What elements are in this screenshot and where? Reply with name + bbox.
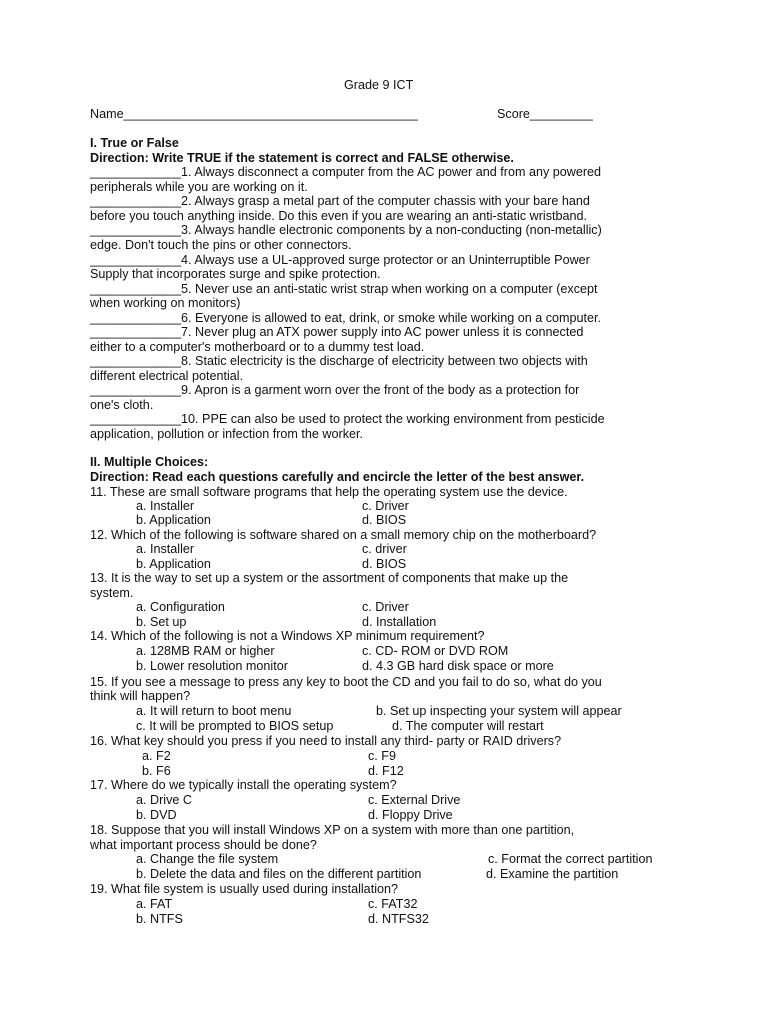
question: 15. If you see a message to press any key to boot the CD and you fail to do so, what do you (90, 675, 602, 689)
question: 19. What file system is usually used during installation? (90, 882, 398, 896)
question: 13. It is the way to set up a system or the assortment of components that make up the (90, 571, 569, 585)
question: system. (90, 586, 134, 600)
question: 17. Where do we typically install the operating system? (90, 778, 397, 792)
choice: c. Driver (362, 499, 409, 513)
question: 18. Suppose that you will install Windows XP on a system with more than one partition, (90, 823, 575, 837)
choice: a. Installer (136, 542, 195, 556)
choice: c. CD- ROM or DVD ROM (362, 644, 509, 658)
choice: c. External Drive (368, 793, 461, 807)
tf-line: _____________8. Static electricity is the discharge of electricity between two objects with (90, 354, 588, 368)
choice: d. F12 (368, 764, 404, 778)
choice: c. FAT32 (368, 897, 418, 911)
tf-line: _____________2. Always grasp a metal part of the computer chassis with your bare hand (90, 194, 590, 208)
choice: a. 128MB RAM or higher (136, 644, 275, 658)
tf-line: _____________4. Always use a UL-approved surge protector or an Uninterruptible Power (90, 253, 590, 267)
choice: a. Configuration (136, 600, 225, 614)
choice: c. F9 (368, 749, 396, 763)
tf-line: _____________5. Never use an anti-static wrist strap when working on a computer (except (90, 282, 598, 296)
tf-line: before you touch anything inside. Do this even if you are wearing an anti-static wristband. (90, 209, 588, 223)
tf-line: different electrical potential. (90, 369, 244, 383)
tf-line: Supply that incorporates surge and spike protection. (90, 267, 381, 281)
choice: d. Examine the partition (486, 867, 619, 881)
tf-line: _____________7. Never plug an ATX power supply into AC power unless it is connected (90, 325, 584, 339)
question: 11. These are small software programs that help the operating system use the device. (90, 485, 568, 499)
choice: b. Application (136, 557, 211, 571)
choice: c. driver (362, 542, 407, 556)
choice: a. FAT (136, 897, 173, 911)
choice: d. NTFS32 (368, 912, 429, 926)
question: what important process should be done? (90, 838, 317, 852)
choice: d. 4.3 GB hard disk space or more (362, 659, 554, 673)
choice: b. Delete the data and files on the different partition (136, 867, 422, 881)
choice: b. F6 (142, 764, 171, 778)
choice: b. Set up inspecting your system will appear (376, 704, 622, 718)
score-field: Score_________ (497, 107, 593, 121)
choice: c. It will be prompted to BIOS setup (136, 719, 334, 733)
choice: a. F2 (142, 749, 171, 763)
tf-line: _____________6. Everyone is allowed to eat, drink, or smoke while working on a computer. (90, 311, 602, 325)
tf-line: when working on monitors) (90, 296, 241, 310)
question: 16. What key should you press if you need to install any third- party or RAID drivers? (90, 734, 562, 748)
tf-line: application, pollution or infection from the worker. (90, 427, 364, 441)
name-field: Name__________________________________________ (90, 107, 418, 121)
tf-line: either to a computer's motherboard or to a dummy test load. (90, 340, 425, 354)
tf-line: _____________10. PPE can also be used to protect the working environment from pesticide (90, 412, 605, 426)
part1-heading: I. True or False (90, 136, 179, 150)
tf-line: _____________1. Always disconnect a computer from the AC power and from any powered (90, 165, 602, 179)
choice: c. Format the correct partition (488, 852, 653, 866)
choice: c. Driver (362, 600, 409, 614)
question: think will happen? (90, 689, 191, 703)
choice: d. BIOS (362, 513, 407, 527)
choice: a. Drive C (136, 793, 192, 807)
part1-direction: Direction: Write TRUE if the statement is correct and FALSE otherwise. (90, 151, 514, 165)
page-title: Grade 9 ICT (344, 78, 414, 92)
tf-line: one's cloth. (90, 398, 154, 412)
tf-line: peripherals while you are working on it. (90, 180, 308, 194)
choice: b. Application (136, 513, 211, 527)
choice: a. Change the file system (136, 852, 279, 866)
choice: b. Lower resolution monitor (136, 659, 288, 673)
tf-line: _____________9. Apron is a garment worn over the front of the body as a protection for (90, 383, 580, 397)
question: 12. Which of the following is software shared on a small memory chip on the motherboard? (90, 528, 597, 542)
choice: b. DVD (136, 808, 177, 822)
choice: b. NTFS (136, 912, 183, 926)
choice: a. Installer (136, 499, 195, 513)
question: 14. Which of the following is not a Windows XP minimum requirement? (90, 629, 485, 643)
choice: d. The computer will restart (392, 719, 544, 733)
choice: d. Installation (362, 615, 437, 629)
part2-heading: II. Multiple Choices: (90, 455, 209, 469)
choice: b. Set up (136, 615, 187, 629)
choice: a. It will return to boot menu (136, 704, 292, 718)
choice: d. Floppy Drive (368, 808, 453, 822)
choice: d. BIOS (362, 557, 407, 571)
tf-line: _____________3. Always handle electronic components by a non-conducting (non-metallic) (90, 223, 602, 237)
part2-direction: Direction: Read each questions carefully and encircle the letter of the best answer. (90, 470, 585, 484)
tf-line: edge. Don't touch the pins or other connectors. (90, 238, 352, 252)
